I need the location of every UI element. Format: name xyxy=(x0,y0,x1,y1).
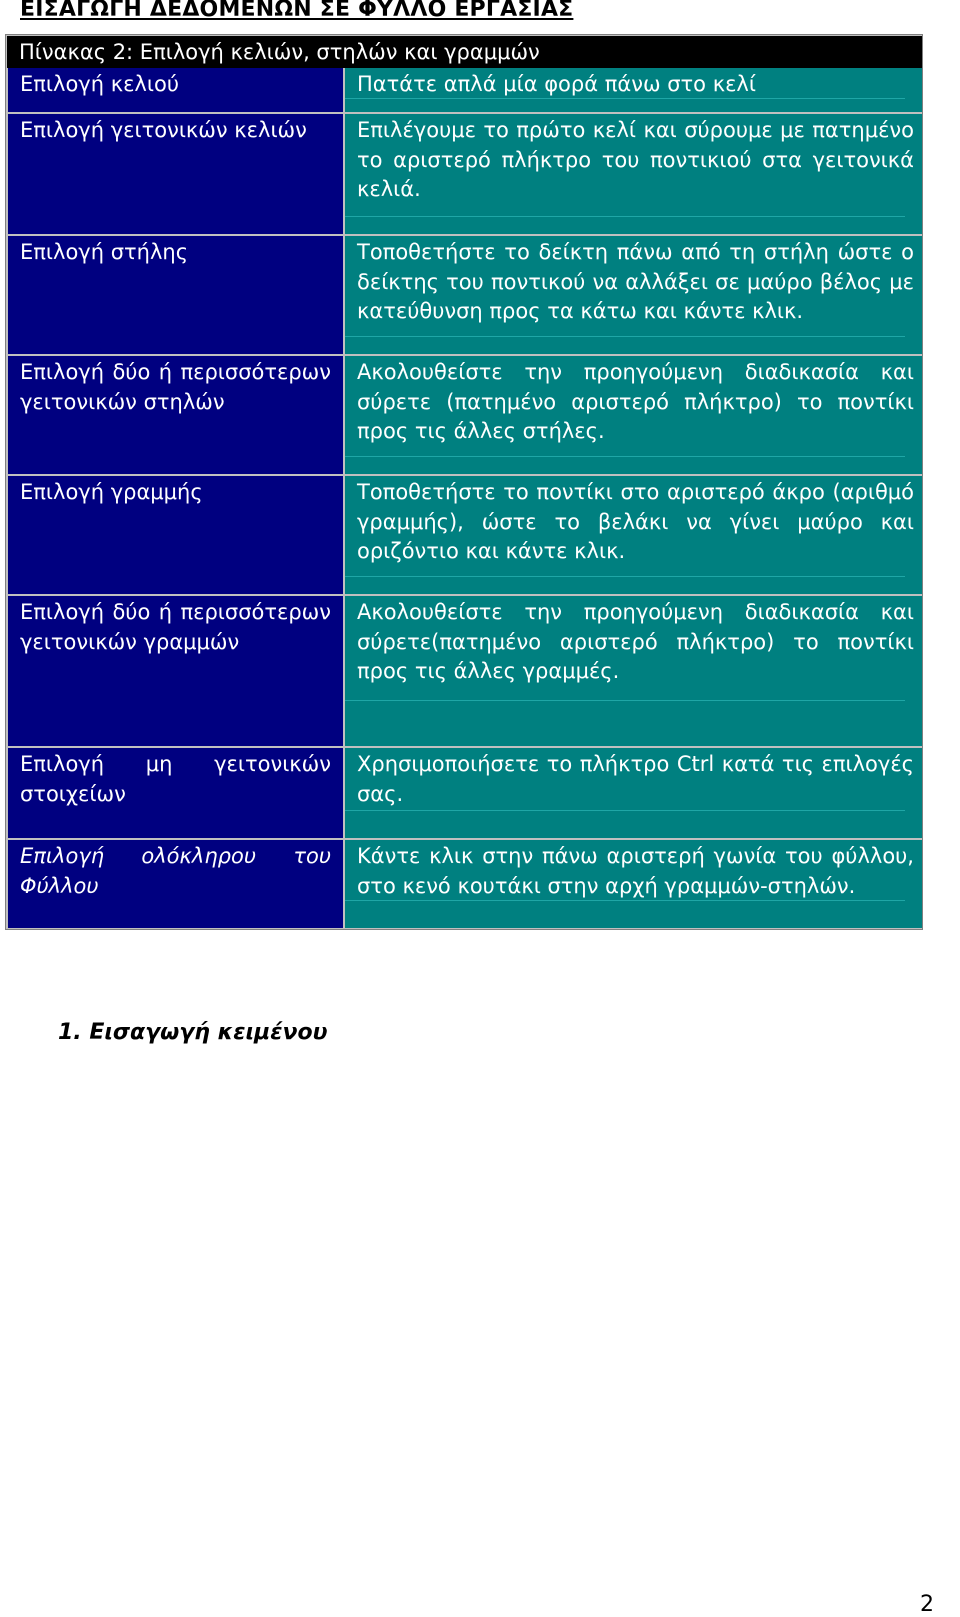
row-label-cell: Επιλογή γειτονικών κελιών xyxy=(8,114,343,234)
row-separator xyxy=(345,700,905,701)
row-label-cell: Επιλογή κελιού xyxy=(8,68,343,112)
row-description-cell: Πατάτε απλά μία φορά πάνω στο κελί xyxy=(345,68,922,112)
row-description-cell: Ακολουθείστε την προηγούμενη διαδικασία και σύρετε(πατημένο αριστερό πλήκτρο) το ποντίκι προς τις άλλες γραμμές. xyxy=(345,596,922,746)
row-description-cell: Ακολουθείστε την προηγούμενη διαδικασία και σύρετε (πατημένο αριστερό πλήκτρο) το ποντίκι προς τις άλλες στήλες. xyxy=(345,356,922,474)
row-description-cell: Επιλέγουμε το πρώτο κελί και σύρουμε με πατημένο το αριστερό πλήκτρο του ποντικιού στα γειτονικά κελιά. xyxy=(345,114,922,234)
page-number: 2 xyxy=(920,1592,934,1617)
row-label-cell: Επιλογή ολόκληρου του Φύλλου xyxy=(8,840,343,928)
table-caption: Πίνακας 2: Επιλογή κελιών, στηλών και γραμμών xyxy=(7,36,922,68)
row-label-cell: Επιλογή μη γειτονικών στοιχείων xyxy=(8,748,343,838)
row-description-cell: Χρησιμοποιήσετε το πλήκτρο Ctrl κατά τις επιλογές σας. xyxy=(345,748,922,838)
row-separator xyxy=(345,576,905,577)
row-separator xyxy=(345,456,905,457)
row-label-cell: Επιλογή γραμμής xyxy=(8,476,343,594)
row-separator xyxy=(345,336,905,337)
row-label-cell: Επιλογή δύο ή περισσότερων γειτονικών γραμμών xyxy=(8,596,343,746)
page-heading: ΕΙΣΑΓΩΓΗ ΔΕΔΟΜΕΝΩΝ ΣΕ ΦΥΛΛΟ ΕΡΓΑΣΙΑΣ xyxy=(20,0,574,22)
row-separator xyxy=(345,216,905,217)
row-description-cell: Τοποθετήστε το δείκτη πάνω από τη στήλη ώστε ο δείκτης του ποντικού να αλλάξει σε μαύρο βέλος με κατεύθυνση προς τα κάτω και κάντε κλικ. xyxy=(345,236,922,354)
row-label-cell: Επιλογή δύο ή περισσότερων γειτονικών στηλών xyxy=(8,356,343,474)
row-description-cell: Τοποθετήστε το ποντίκι στο αριστερό άκρο (αριθμό γραμμής), ώστε το βελάκι να γίνει μαύρο και οριζόντιο και κάντε κλικ. xyxy=(345,476,922,594)
row-description-cell: Κάντε κλικ στην πάνω αριστερή γωνία του φύλλου, στο κενό κουτάκι στην αρχή γραμμών-στηλών. xyxy=(345,840,922,928)
row-separator xyxy=(345,98,905,99)
row-separator xyxy=(345,900,905,901)
row-label-cell: Επιλογή στήλης xyxy=(8,236,343,354)
row-separator xyxy=(345,810,905,811)
section-heading: 1. Εισαγωγή κειμένου xyxy=(58,1020,328,1045)
